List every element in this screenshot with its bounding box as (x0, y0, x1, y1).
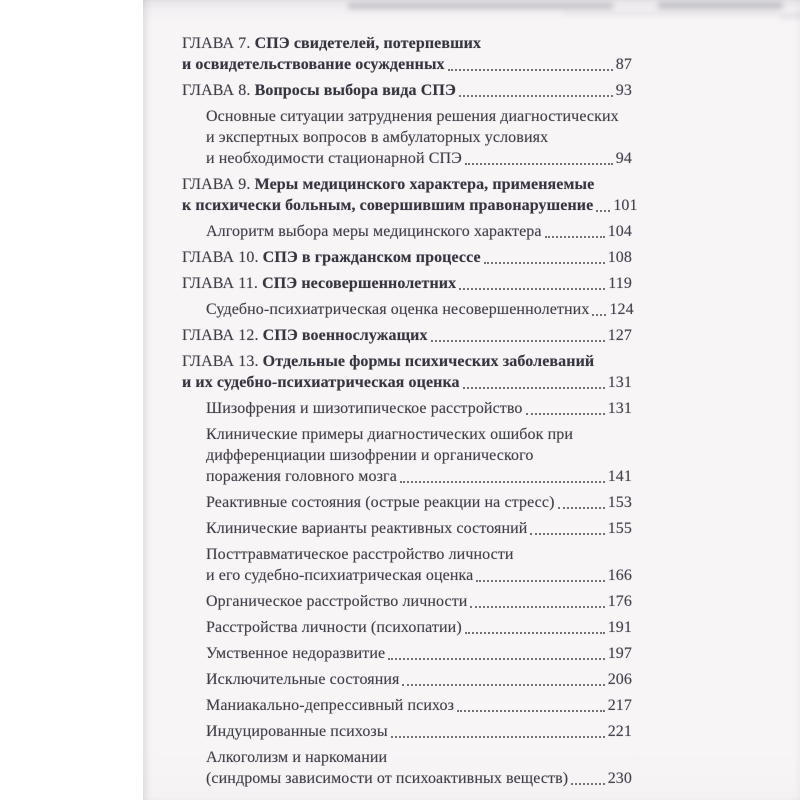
page-number: 104 (607, 223, 632, 240)
dot-leader (526, 413, 605, 415)
dot-leader (484, 262, 605, 264)
page-number: 127 (607, 327, 632, 344)
toc-entry-line (206, 643, 632, 664)
page-number: 101 (613, 197, 638, 214)
toc-entry-text: Расстройства личности (психопатии) (206, 619, 462, 636)
dot-leader (465, 632, 605, 634)
toc-entry-text: ГЛАВА 13. Отдельные формы психических заболеваний (182, 353, 595, 370)
toc-entry-text: дифференциации шизофрении и органического (206, 447, 534, 464)
toc-chapter-prefix: ГЛАВА 13. (182, 353, 259, 370)
toc-entry (182, 273, 632, 294)
toc-entry-text: и его судебно-психиатрическая оценка (206, 567, 474, 584)
toc-entry-line (206, 518, 632, 539)
dot-leader (571, 783, 604, 785)
toc-entry-line (206, 565, 632, 586)
toc-entry-text: ГЛАВА 9. Меры медицинского характера, применяемые (182, 176, 595, 193)
toc-entry-line (206, 398, 632, 419)
toc-entry (182, 695, 632, 716)
toc-entry-line (182, 325, 632, 346)
dot-leader (459, 95, 613, 97)
page-number: 131 (607, 400, 632, 417)
dot-leader (470, 606, 604, 608)
toc-entry-text: Маниакально-депрессивный психоз (206, 697, 455, 714)
toc-entry-text: Судебно-психиатрическая оценка несовершеннолетних (206, 301, 590, 318)
page-number: 153 (607, 494, 632, 511)
page-number: 87 (615, 56, 632, 73)
toc-entry-line (206, 617, 632, 638)
toc-chapter-prefix: ГЛАВА 8. (182, 82, 251, 99)
toc-entry-text: Исключительные состояния (206, 671, 400, 688)
toc-entry (182, 33, 632, 75)
toc-entry-line (182, 80, 632, 101)
toc-entry (182, 351, 632, 393)
table-of-contents (143, 0, 800, 789)
page-number: 197 (607, 645, 632, 662)
toc-entry (182, 80, 632, 101)
page-number: 166 (607, 567, 632, 584)
dot-leader (402, 684, 604, 686)
toc-entry-text: и освидетельствование осужденных (182, 56, 445, 73)
toc-entry-text: поражения головного мозга (206, 468, 397, 485)
toc-entry-line (182, 54, 632, 75)
toc-entry-text: ГЛАВА 7. СПЭ свидетелей, потерпевших (182, 35, 482, 52)
dot-leader (431, 340, 605, 342)
toc-entry-text: и экспертных вопросов в амбулаторных условиях (206, 129, 549, 146)
dot-leader (388, 658, 604, 660)
dot-leader (545, 236, 605, 238)
toc-entry (182, 492, 632, 513)
toc-entry (182, 398, 632, 419)
toc-entry-line (206, 747, 632, 768)
toc-entry-line (206, 299, 632, 320)
toc-entry-line (206, 721, 632, 742)
toc-entry-text: и необходимости стационарной СПЭ (206, 150, 462, 167)
toc-entry-text: и их судебно-психиатрическая оценка (182, 374, 460, 391)
toc-entry-line (206, 695, 632, 716)
dot-leader (558, 507, 605, 509)
page-number: 93 (615, 82, 632, 99)
toc-entry-line (206, 466, 632, 487)
page-number: 155 (607, 520, 632, 537)
toc-entry-line (206, 445, 632, 466)
toc-entry-text: Шизофрения и шизотипическое расстройство (206, 400, 523, 417)
page-number: 141 (607, 468, 632, 485)
toc-entry-text: (синдромы зависимости от психоактивных веществ) (206, 770, 569, 787)
dot-leader (459, 288, 605, 290)
toc-entry (182, 617, 632, 638)
dot-leader (476, 580, 604, 582)
toc-entry-line (182, 33, 632, 54)
toc-entry-text: ГЛАВА 11. СПЭ несовершеннолетних (182, 275, 457, 292)
page-number: 131 (607, 374, 632, 391)
toc-entry-text: Реактивные состояния (острые реакции на стресс) (206, 494, 555, 511)
toc-entry-line (206, 768, 632, 789)
toc-chapter-prefix: ГЛАВА 7. (182, 35, 251, 52)
dot-leader (448, 69, 613, 71)
toc-entry-line (206, 221, 632, 242)
page-number: 176 (607, 593, 632, 610)
toc-entry-text: ГЛАВА 10. СПЭ в гражданском процессе (182, 249, 481, 266)
toc-entry (182, 721, 632, 742)
toc-entry (182, 106, 632, 169)
toc-entry-text: Основные ситуации затруднения решения диагностических (206, 108, 619, 125)
page-number: 119 (608, 275, 632, 292)
toc-entry-line (206, 127, 632, 148)
toc-entry-line (182, 195, 638, 216)
toc-entry (182, 544, 632, 586)
toc-entry (182, 747, 632, 789)
toc-entry-text: Умственное недоразвитие (206, 645, 386, 662)
toc-entry-text: Индуцированные психозы (206, 723, 388, 740)
toc-entry-line (182, 372, 632, 393)
toc-entry-text: к психически больным, совершившим правонарушение (182, 197, 594, 214)
dot-leader (530, 533, 604, 535)
toc-entry-line (206, 669, 632, 690)
toc-entry (182, 643, 632, 664)
toc-entry (182, 424, 632, 487)
toc-chapter-prefix: ГЛАВА 9. (182, 176, 251, 193)
toc-chapter-prefix: ГЛАВА 11. (182, 275, 258, 292)
toc-entry-line (206, 492, 632, 513)
page-number: 191 (607, 619, 632, 636)
page-number: 124 (609, 301, 634, 318)
toc-entry-line (182, 351, 632, 372)
dot-leader (463, 387, 605, 389)
toc-entry-line (206, 106, 632, 127)
dot-leader (391, 736, 605, 738)
toc-entry (182, 518, 632, 539)
toc-entry-text: Клинические варианты реактивных состояний (206, 520, 528, 537)
page-number: 94 (615, 150, 632, 167)
toc-entry-line (182, 273, 632, 294)
dot-leader (592, 314, 606, 316)
toc-entry-text: Органическое расстройство личности (206, 593, 468, 610)
toc-entry-text: Алгоритм выбора меры медицинского характера (206, 223, 542, 240)
book-page (143, 0, 800, 800)
toc-entry-text: Клинические примеры диагностических ошибок при (206, 426, 574, 443)
toc-chapter-prefix: ГЛАВА 12. (182, 327, 259, 344)
page-number: 230 (607, 770, 632, 787)
dot-leader (457, 710, 605, 712)
toc-entry (182, 221, 632, 242)
page-number: 217 (607, 697, 632, 714)
dot-leader (465, 163, 613, 165)
toc-chapter-prefix: ГЛАВА 10. (182, 249, 259, 266)
toc-entry-line (206, 148, 632, 169)
toc-entry-text: ГЛАВА 8. Вопросы выбора вида СПЭ (182, 82, 456, 99)
toc-entry (182, 247, 632, 268)
toc-entry-text: Алкоголизм и наркомании (206, 749, 388, 766)
toc-entry-line (206, 544, 632, 565)
toc-entry (182, 325, 632, 346)
toc-entry-text: Посттравматическое расстройство личности (206, 546, 514, 563)
page-number: 108 (607, 249, 632, 266)
toc-entry (182, 299, 632, 320)
dot-leader (596, 210, 610, 212)
dot-leader (400, 481, 605, 483)
page-number: 221 (607, 723, 632, 740)
toc-entry-line (206, 591, 632, 612)
toc-entry (182, 591, 632, 612)
toc-entry-line (206, 424, 632, 445)
toc-entry-line (182, 247, 632, 268)
toc-entry-line (182, 174, 632, 195)
page-number: 206 (607, 671, 632, 688)
toc-entry-text: ГЛАВА 12. СПЭ военнослужащих (182, 327, 428, 344)
toc-entry (182, 669, 632, 690)
toc-entry (182, 174, 638, 216)
